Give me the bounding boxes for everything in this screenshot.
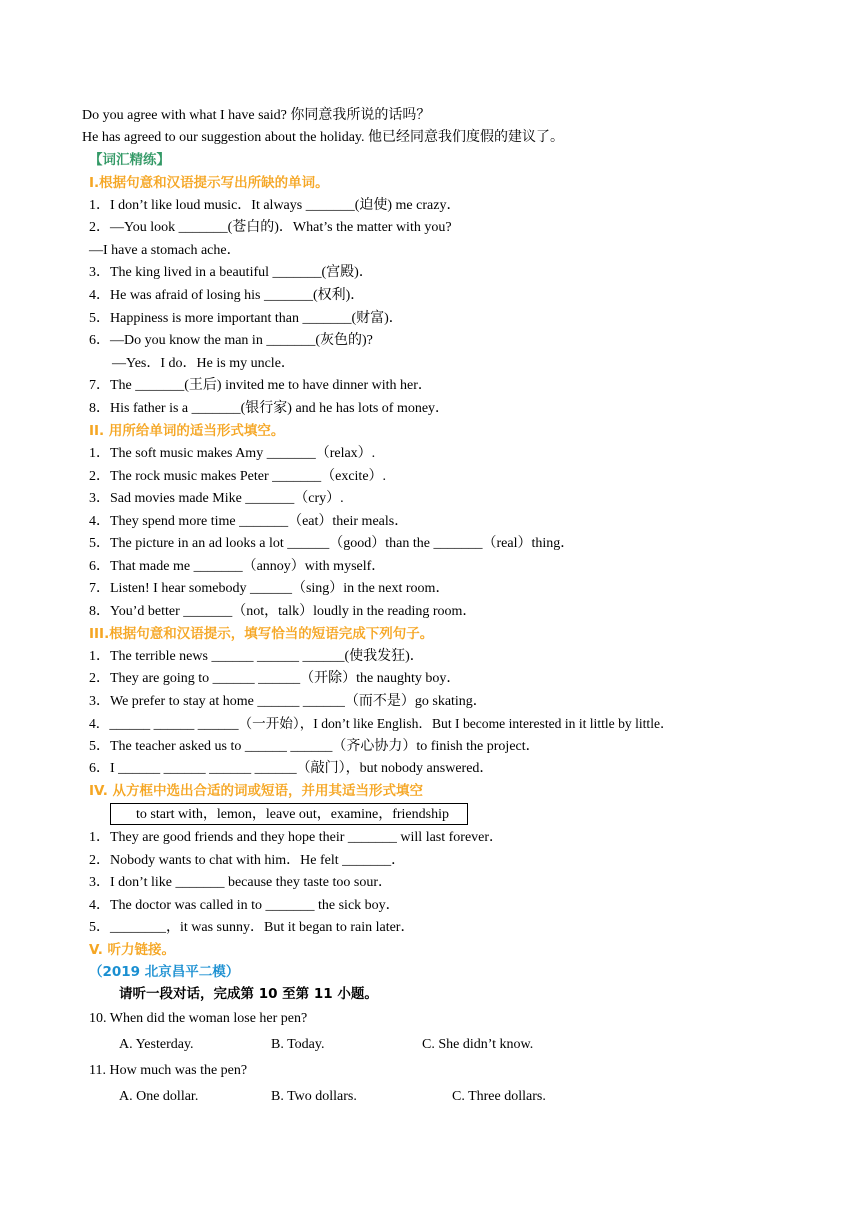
source-label: （2019 北京昌平二模） <box>89 964 240 980</box>
s1-item: 6．—Do you know the man in _______(灰色的)? <box>89 333 373 348</box>
s1-item: 1．I don’t like loud music．It always _______(迫使) me crazy． <box>89 198 461 213</box>
question-10: 10. When did the woman lose her pen? <box>89 1011 308 1026</box>
word-box-text: to start with，lemon，leave out，examine，friendship <box>136 807 449 822</box>
q11-option-a: A. One dollar. <box>119 1089 199 1104</box>
s4-item: 2．Nobody wants to chat with him．He felt _______． <box>89 853 406 868</box>
s3-item: 3．We prefer to stay at home ______ ______（而不是）go skating． <box>89 694 487 709</box>
s3-item: 6．I ______ ______ ______ ______（敲门），but nobody answered． <box>89 761 494 776</box>
s3-item: 5．The teacher asked us to ______ ______（齐心协力）to finish the project． <box>89 739 540 754</box>
s2-item: 1．The soft music makes Amy _______（relax）. <box>89 446 376 461</box>
s2-item: 2．The rock music makes Peter _______（excite）. <box>89 469 387 484</box>
s2-item: 7．Listen! I hear somebody ______（sing）in the next room． <box>89 581 450 596</box>
s1-item: 5．Happiness is more important than _______(财富)． <box>89 311 403 326</box>
s1-item: 2．—You look _______(苍白的)．What’s the matter with you? <box>89 220 452 235</box>
q11-option-b: B. Two dollars. <box>271 1089 357 1104</box>
q11-option-c: C. Three dollars. <box>452 1089 546 1104</box>
intro-line-1: Do you agree with what I have said? 你同意我所说的话吗？ <box>82 108 431 123</box>
section-3-title: III.根据句意和汉语提示，填写恰当的短语完成下列句子。 <box>89 626 434 642</box>
section-1-title: I.根据句意和汉语提示写出所缺的单词。 <box>89 175 329 191</box>
s2-item: 4．They spend more time _______（eat）their meals． <box>89 514 409 529</box>
section-2-title: II. 用所给单词的适当形式填空。 <box>89 423 285 439</box>
q10-option-a: A. Yesterday. <box>119 1037 194 1052</box>
s1-item: 7．The _______(王后) invited me to have dinner with her． <box>89 378 432 393</box>
s2-item: 6．That made me _______（annoy）with myself． <box>89 559 386 574</box>
s2-item: 8．You’d better _______（not，talk）loudly in the reading room． <box>89 604 477 619</box>
question-11: 11. How much was the pen? <box>89 1063 248 1078</box>
s2-item: 3．Sad movies made Mike _______（cry）. <box>89 491 344 506</box>
s2-item: 5．The picture in an ad looks a lot ______（good）than the _______（real）thing． <box>89 536 575 551</box>
s4-item: 4．The doctor was called in to _______ the sick boy． <box>89 898 400 913</box>
s1-item: 8．His father is a _______(银行家) and he has lots of money． <box>89 401 450 416</box>
s1-item: —I have a stomach ache． <box>89 243 241 258</box>
vocab-practice-heading: 【词汇精练】 <box>89 152 170 168</box>
s4-item: 5．________，it was sunny．But it began to rain later． <box>89 920 415 935</box>
q10-option-b: B. Today. <box>271 1037 325 1052</box>
section-4-title: IV. 从方框中选出合适的词或短语，并用其适当形式填空 <box>89 783 424 799</box>
s3-item: 4．______ ______ ______（一开始），I don’t like English．But I become interested in it little by little． <box>89 716 674 731</box>
s1-item: —Yes．I do．He is my uncle． <box>112 356 295 371</box>
listening-instruction: 请听一段对话，完成第 10 至第 11 小题。 <box>119 986 378 1002</box>
section-5-title: V. 听力链接。 <box>89 942 176 958</box>
s1-item: 4．He was afraid of losing his _______(权利)． <box>89 288 365 303</box>
s4-item: 1．They are good friends and they hope their _______ will last forever． <box>89 830 504 845</box>
s1-item: 3．The king lived in a beautiful _______(宫殿)． <box>89 265 373 280</box>
s3-item: 1．The terrible news ______ ______ ______(使我发狂)． <box>89 649 424 664</box>
intro-line-2: He has agreed to our suggestion about the holiday. 他已经同意我们度假的建议了。 <box>82 130 565 145</box>
s3-item: 2．They are going to ______ ______（开除）the naughty boy． <box>89 671 461 686</box>
s4-item: 3．I don’t like _______ because they taste too sour． <box>89 875 393 890</box>
q10-option-c: C. She didn’t know. <box>422 1037 534 1052</box>
